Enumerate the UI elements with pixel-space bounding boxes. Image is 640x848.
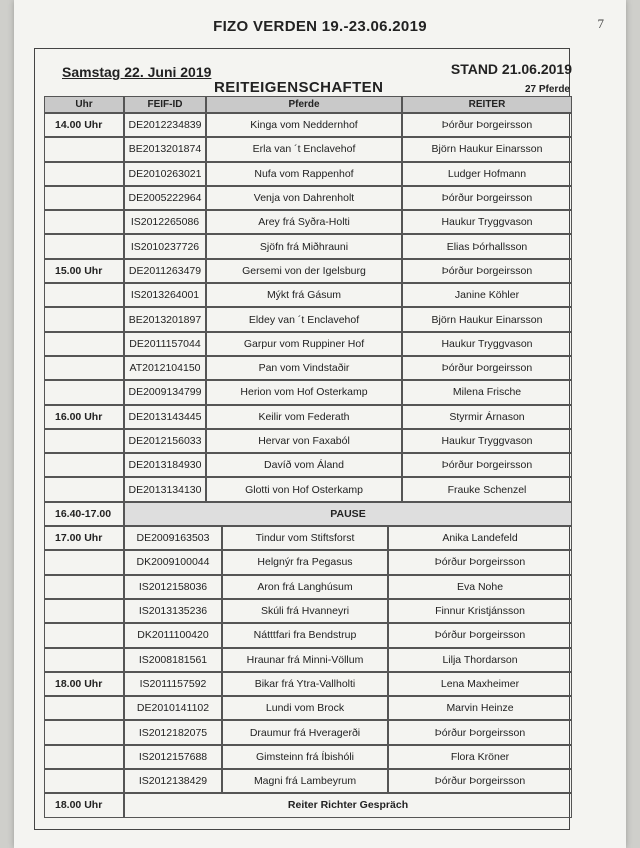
feif-id-cell: DE2012234839 — [124, 113, 206, 137]
table-row — [44, 332, 572, 356]
feif-id-cell: IS2012182075 — [124, 720, 222, 744]
table-row — [44, 453, 572, 477]
table-row — [44, 113, 572, 137]
feif-id-cell: IS2012265086 — [124, 210, 206, 234]
time-cell — [44, 550, 124, 574]
feif-id-cell: DE2013184930 — [124, 453, 206, 477]
rider-cell: Marvin Heinze — [388, 696, 572, 720]
table-row — [44, 477, 572, 501]
rider-cell: Þórður Þorgeirsson — [402, 186, 572, 210]
horse-cell: Keilir vom Federath — [206, 405, 402, 429]
table-row — [44, 429, 572, 453]
rider-cell: Anika Landefeld — [388, 526, 572, 550]
rider-cell: Haukur Tryggvason — [402, 332, 572, 356]
table-row — [44, 696, 572, 720]
rider-cell: Björn Haukur Einarsson — [402, 307, 572, 331]
horse-count: 27 Pferde — [524, 84, 570, 95]
feif-id-cell: DK2009100044 — [124, 550, 222, 574]
table-row — [44, 526, 572, 550]
table-row — [44, 648, 572, 672]
horse-cell: Erla van ´t Enclavehof — [206, 137, 402, 161]
table-row — [44, 234, 572, 258]
horse-cell: Kinga vom Neddernhof — [206, 113, 402, 137]
time-cell — [44, 283, 124, 307]
horse-cell: Mýkt frá Gásum — [206, 283, 402, 307]
pause-time: 16.40-17.00 — [44, 502, 124, 526]
document-title: FIZO VERDEN 19.-23.06.2019 — [213, 18, 427, 35]
feif-id-cell: IS2012138429 — [124, 769, 222, 793]
time-cell — [44, 307, 124, 331]
horse-cell: Nufa vom Rappenhof — [206, 162, 402, 186]
rider-cell: Haukur Tryggvason — [402, 210, 572, 234]
feif-id-cell: DE2013134130 — [124, 477, 206, 501]
time-cell — [44, 380, 124, 404]
column-header-horse: Pferde — [206, 96, 402, 113]
feif-id-cell: IS2013264001 — [124, 283, 206, 307]
horse-cell: Aron frá Langhúsum — [222, 575, 388, 599]
table-row — [44, 575, 572, 599]
feif-id-cell: DE2010141102 — [124, 696, 222, 720]
time-cell — [44, 234, 124, 258]
final-time: 18.00 Uhr — [44, 793, 124, 817]
stand-date: STAND 21.06.2019 — [450, 61, 572, 77]
time-cell — [44, 575, 124, 599]
page-number: 7 — [597, 16, 604, 31]
table-row — [44, 769, 572, 793]
table-row — [44, 283, 572, 307]
feif-id-cell: IS2008181561 — [124, 648, 222, 672]
feif-id-cell: IS2011157592 — [124, 672, 222, 696]
horse-cell: Arey frá Syðra-Holti — [206, 210, 402, 234]
horse-cell: Magni frá Lambeyrum — [222, 769, 388, 793]
horse-cell: Tindur vom Stiftsforst — [222, 526, 388, 550]
horse-cell: Gimsteinn frá Íbishóli — [222, 745, 388, 769]
time-cell — [44, 429, 124, 453]
final-label: Reiter Richter Gespräch — [124, 793, 572, 817]
pause-label: PAUSE — [124, 502, 572, 526]
rider-cell: Haukur Tryggvason — [402, 429, 572, 453]
rider-cell: Þórður Þorgeirsson — [402, 259, 572, 283]
time-cell — [44, 210, 124, 234]
table-header-row — [44, 96, 572, 113]
time-cell: 14.00 Uhr — [44, 113, 124, 137]
rider-cell: Frauke Schenzel — [402, 477, 572, 501]
horse-cell: Eldey van ´t Enclavehof — [206, 307, 402, 331]
rider-cell: Lilja Thordarson — [388, 648, 572, 672]
feif-id-cell: DE2012156033 — [124, 429, 206, 453]
horse-cell: Gersemi von der Igelsburg — [206, 259, 402, 283]
horse-cell: Nátttfari fra Bendstrup — [222, 623, 388, 647]
time-cell — [44, 137, 124, 161]
table-row — [44, 380, 572, 404]
time-cell — [44, 186, 124, 210]
table-row — [44, 745, 572, 769]
time-cell — [44, 720, 124, 744]
time-cell — [44, 696, 124, 720]
time-cell: 16.00 Uhr — [44, 405, 124, 429]
horse-cell: Sjöfn frá Miðhrauni — [206, 234, 402, 258]
horse-cell: Davíð vom Áland — [206, 453, 402, 477]
rider-cell: Finnur Kristjánsson — [388, 599, 572, 623]
feif-id-cell: DE2009163503 — [124, 526, 222, 550]
feif-id-cell: AT2012104150 — [124, 356, 206, 380]
time-cell: 18.00 Uhr — [44, 672, 124, 696]
horse-cell: Garpur vom Ruppiner Hof — [206, 332, 402, 356]
rider-cell: Elias Þórhallsson — [402, 234, 572, 258]
schedule-group-1 — [44, 113, 572, 502]
feif-id-cell: IS2013135236 — [124, 599, 222, 623]
table-row — [44, 162, 572, 186]
schedule-table — [44, 96, 572, 818]
horse-cell: Venja von Dahrenholt — [206, 186, 402, 210]
horse-cell: Bikar frá Ytra-Vallholti — [222, 672, 388, 696]
feif-id-cell: DK2011100420 — [124, 623, 222, 647]
time-cell — [44, 769, 124, 793]
rider-cell: Þórður Þorgeirsson — [388, 769, 572, 793]
rider-cell: Styrmir Árnason — [402, 405, 572, 429]
horse-cell: Hraunar frá Minni-Völlum — [222, 648, 388, 672]
horse-cell: Hervar von Faxaból — [206, 429, 402, 453]
table-row — [44, 599, 572, 623]
event-date: Samstag 22. Juni 2019 — [62, 64, 212, 80]
table-row — [44, 210, 572, 234]
table-row — [44, 356, 572, 380]
time-cell — [44, 477, 124, 501]
time-cell — [44, 356, 124, 380]
final-row — [44, 793, 572, 817]
column-header-feif: FEIF-ID — [124, 96, 206, 113]
feif-id-cell: DE2009134799 — [124, 380, 206, 404]
feif-id-cell: IS2012157688 — [124, 745, 222, 769]
feif-id-cell: BE2013201874 — [124, 137, 206, 161]
feif-id-cell: DE2011263479 — [124, 259, 206, 283]
time-cell: 15.00 Uhr — [44, 259, 124, 283]
feif-id-cell: DE2011157044 — [124, 332, 206, 356]
schedule-group-2 — [44, 526, 572, 793]
table-row — [44, 623, 572, 647]
feif-id-cell: DE2013143445 — [124, 405, 206, 429]
horse-cell: Pan vom Vindstaðir — [206, 356, 402, 380]
column-header-time: Uhr — [44, 96, 124, 113]
rider-cell: Ludger Hofmann — [402, 162, 572, 186]
time-cell — [44, 332, 124, 356]
horse-cell: Skúli frá Hvanneyri — [222, 599, 388, 623]
feif-id-cell: BE2013201897 — [124, 307, 206, 331]
horse-cell: Helgnýr fra Pegasus — [222, 550, 388, 574]
feif-id-cell: IS2012158036 — [124, 575, 222, 599]
table-row — [44, 720, 572, 744]
rider-cell: Janine Köhler — [402, 283, 572, 307]
time-cell — [44, 623, 124, 647]
feif-id-cell: DE2010263021 — [124, 162, 206, 186]
horse-cell: Lundi vom Brock — [222, 696, 388, 720]
section-title: REITEIGENSCHAFTEN — [214, 79, 384, 96]
table-row — [44, 405, 572, 429]
time-cell: 17.00 Uhr — [44, 526, 124, 550]
rider-cell: Milena Frische — [402, 380, 572, 404]
table-row — [44, 550, 572, 574]
horse-cell: Draumur frá Hveragerði — [222, 720, 388, 744]
rider-cell: Björn Haukur Einarsson — [402, 137, 572, 161]
pause-row — [44, 502, 572, 526]
time-cell — [44, 162, 124, 186]
rider-cell: Þórður Þorgeirsson — [402, 453, 572, 477]
table-row — [44, 137, 572, 161]
feif-id-cell: DE2005222964 — [124, 186, 206, 210]
time-cell — [44, 648, 124, 672]
rider-cell: Lena Maxheimer — [388, 672, 572, 696]
table-row — [44, 259, 572, 283]
rider-cell: Þórður Þorgeirsson — [402, 113, 572, 137]
rider-cell: Flora Kröner — [388, 745, 572, 769]
time-cell — [44, 745, 124, 769]
rider-cell: Eva Nohe — [388, 575, 572, 599]
feif-id-cell: IS2010237726 — [124, 234, 206, 258]
rider-cell: Þórður Þorgeirsson — [402, 356, 572, 380]
time-cell — [44, 599, 124, 623]
horse-cell: Herion vom Hof Osterkamp — [206, 380, 402, 404]
time-cell — [44, 453, 124, 477]
table-row — [44, 186, 572, 210]
rider-cell: Þórður Þorgeirsson — [388, 550, 572, 574]
column-header-rider: REITER — [402, 96, 572, 113]
horse-cell: Glotti von Hof Osterkamp — [206, 477, 402, 501]
rider-cell: Þórður Þorgeirsson — [388, 623, 572, 647]
table-row — [44, 307, 572, 331]
table-row — [44, 672, 572, 696]
rider-cell: Þórður Þorgeirsson — [388, 720, 572, 744]
